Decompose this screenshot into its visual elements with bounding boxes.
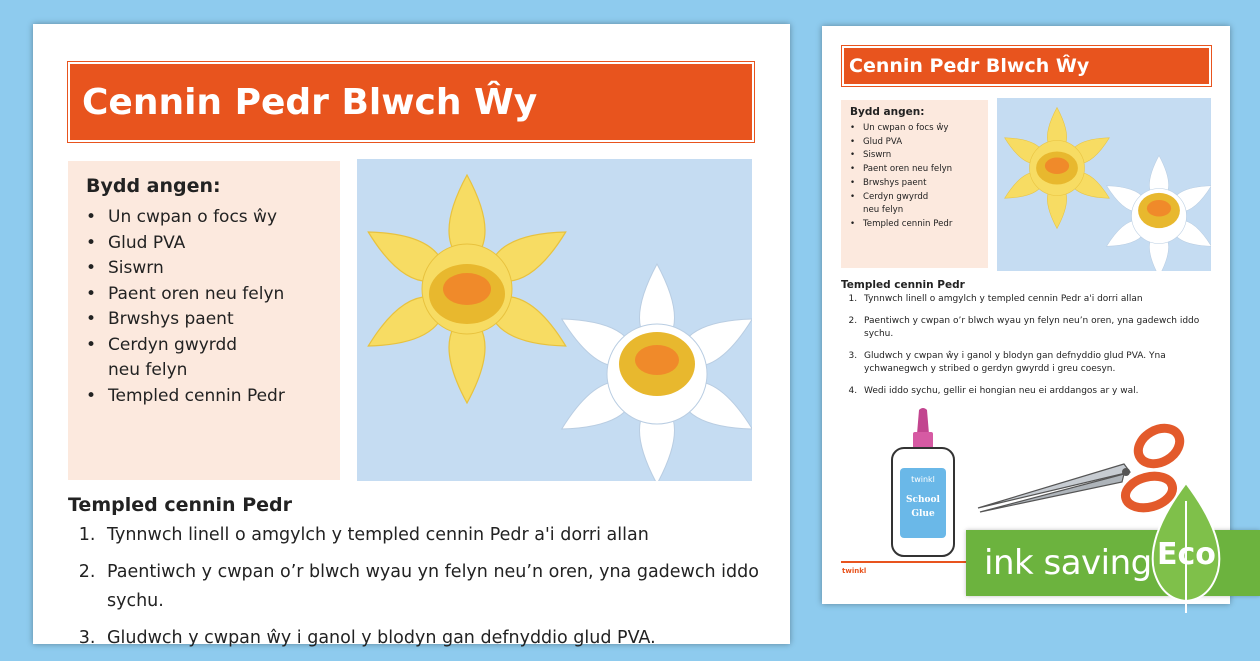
preview-steps-heading: Templed cennin Pedr bbox=[841, 279, 965, 291]
material-item: • Cerdyn gwyrdd neu felyn bbox=[86, 333, 322, 384]
step-item: 2. Paentiwch y cwpan o’r blwch wyau yn felyn neu’n oren, yna gadewch iddo sychu. bbox=[101, 558, 781, 616]
materials-list bbox=[86, 205, 322, 409]
glue-label-brand: twinkl bbox=[911, 475, 935, 484]
preview-step-item: 1. Tynnwch linell o amgylch y templed cennin Pedr a'i dorri allan bbox=[860, 293, 1230, 306]
preview-materials-list bbox=[850, 122, 979, 232]
daffodil-photo bbox=[357, 159, 752, 481]
preview-materials-heading: Bydd angen: bbox=[850, 106, 925, 118]
materials-heading: Bydd angen: bbox=[86, 175, 221, 197]
material-item: • Brwshys paent bbox=[86, 307, 322, 333]
glue-bottle-icon bbox=[888, 406, 958, 558]
worksheet-large bbox=[33, 24, 790, 648]
preview-material-item: • Templed cennin Pedr bbox=[850, 218, 979, 232]
material-item: • Glud PVA bbox=[86, 231, 322, 257]
glue-label-line1: School bbox=[906, 495, 940, 505]
materials-box bbox=[68, 161, 340, 480]
preview-title: Cennin Pedr Blwch Ŵy bbox=[842, 46, 1211, 86]
material-item: • Paent oren neu felyn bbox=[86, 282, 322, 308]
preview-material-item: • Un cwpan o focs ŵy bbox=[850, 122, 979, 136]
twinkl-logo: twinkl bbox=[842, 567, 867, 575]
material-item: • Templed cennin Pedr bbox=[86, 384, 322, 410]
preview-daffodil-photo bbox=[997, 98, 1211, 271]
preview-material-item: • Siswrn bbox=[850, 149, 979, 163]
preview-material-item: • Brwshys paent bbox=[850, 177, 979, 191]
preview-materials-box bbox=[841, 100, 988, 268]
preview-material-item: • Paent oren neu felyn bbox=[850, 163, 979, 177]
preview-material-item: • Cerdyn gwyrdd neu felyn bbox=[850, 191, 979, 218]
preview-step-item: 4. Wedi iddo sychu, gellir ei hongian neu ei arddangos ar y wal. bbox=[860, 385, 1230, 398]
steps-heading: Templed cennin Pedr bbox=[68, 494, 292, 516]
eco-badge-label: Eco bbox=[1157, 537, 1216, 572]
worksheet-title: Cennin Pedr Blwch Ŵy bbox=[68, 62, 754, 142]
step-item: 3. Gludwch y cwpan ŵy i ganol y blodyn gan defnyddio glud PVA. bbox=[101, 624, 781, 653]
ink-saving-label: ink saving bbox=[984, 543, 1152, 583]
glue-label-line2: Glue bbox=[911, 509, 935, 519]
preview-step-item: 2. Paentiwch y cwpan o’r blwch wyau yn felyn neu’n oren, yna gadewch iddo sychu. bbox=[860, 315, 1230, 341]
steps-list bbox=[71, 521, 781, 661]
material-item: • Un cwpan o focs ŵy bbox=[86, 205, 322, 231]
preview-material-item: • Glud PVA bbox=[850, 136, 979, 150]
material-item: • Siswrn bbox=[86, 256, 322, 282]
preview-step-item: 3. Gludwch y cwpan ŵy i ganol y blodyn gan defnyddio glud PVA. Yna ychwanegwch y stribed o gerdyn gwyrdd i greu coesyn. bbox=[860, 350, 1230, 376]
preview-steps-list bbox=[846, 293, 1230, 407]
step-item: 1. Tynnwch linell o amgylch y templed cennin Pedr a'i dorri allan bbox=[101, 521, 781, 550]
